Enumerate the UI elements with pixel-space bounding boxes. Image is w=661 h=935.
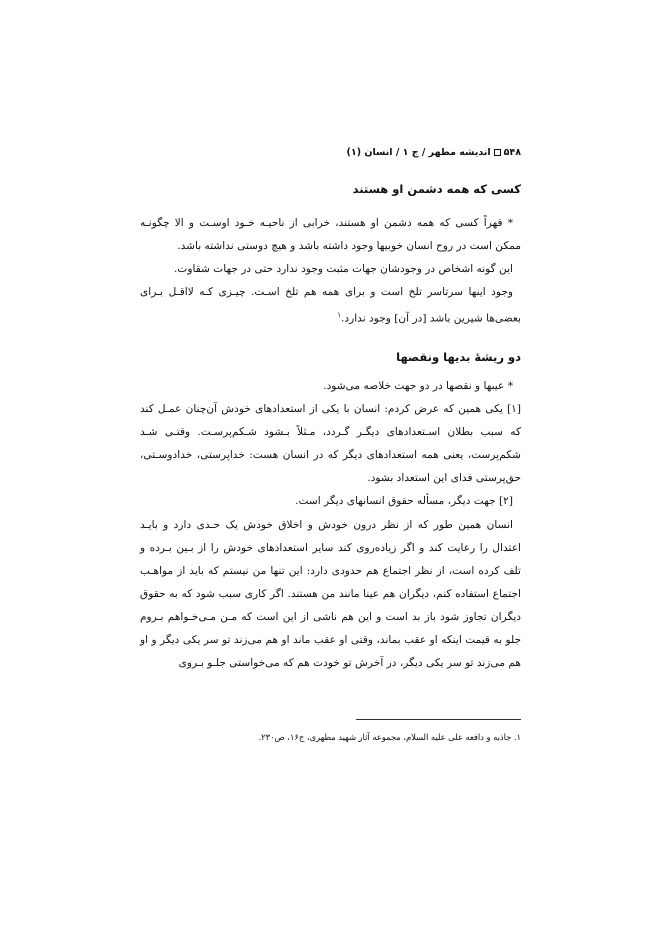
section-1-body [140,212,521,331]
footnote: ۱. جاذبه و دافعه علی علیه السلام، مجموعه آثار شهید مطهری، ج۱۶، ص۲۳۰. [258,732,521,742]
paragraph: انسان همین طور که از نظر درون خودش و اخلاق خودش یک حـدی دارد و بایـد اعتدال را رعایت کند و اگر زیاده‌روی کند سایر استعدادهای خودش را از بـین بـرده و تلف کرده است، از نظر اجتماع هم حدودی دارد: این تنها من نیستم که باید از مواهـب اجتماع استفاده کنم، دیگران هم عینا مانند من هستند. اگر کاری سبب شود که به حقوق دیگران تجاوز شود باز بد است و این هم ناشی از این است که مـن مـی‌خـواهم بـروم جلو به قیمت اینکه او عقب بماند، وقتی او عقب ماند او هم می‌زند تو سر یکی دیگر و او هم می‌زند تو سر یکی دیگر، در آخرش تو خودت هم که می‌خواستی جلـو بـروی [140,518,522,670]
footnote-marker: ۱ [337,311,342,320]
paragraph [140,281,521,331]
section-heading-1: کسی که همه دشمن او هستند [352,182,521,196]
paragraph: * عیبها و نقصها در دو جهت خلاصه می‌شود. [323,380,513,392]
paragraph: * قهراً کسی که همه دشمن او هستند، خرابی از ناحیـه خـود اوسـت و الا چگونـه ممکن است در روح انسان خوبیها وجود داشته باشد و هیچ دوستی نداشته باشد. [140,217,521,253]
running-header [347,147,521,158]
section-heading-2: دو ریشهٔ بدیها ونقصها [396,350,521,364]
paragraph: این گونه اشخاص در وجودشان جهات مثبت وجود ندارد حتی در جهات شقاوت. [174,263,513,276]
section-2-body [140,375,521,675]
paragraph: [۱] یکی همین که عرض کردم: انسان با یکی از استعدادهای خودش آن‌چنان عمـل کند که سبب بطلان اسـتعدادهای دیگـر گـردد، مـثلاً بـشود شـکم‌پرسـت. وقتـی شـد شکم‌پرست، یعنی همه استعدادهای دیگر که در انسان هست: خداپرستی، خدادوسـتی، حق‌پرستی فدای این استعداد بشود. [140,403,521,485]
square-bullet-icon [494,149,501,156]
page-number: ۵۴۸ [503,147,521,158]
footnote-divider [356,719,521,720]
book-page [140,0,521,935]
paragraph: [۲] جهت دیگر، مسأله حقوق انسانهای دیگر است. [295,495,513,508]
running-title: اندیشه مطهر / ج ۱ / انسان (۱) [346,147,491,158]
paragraph-text: وجود اینها سرتاسر تلخ است و برای همه هم تلخ اسـت. چیـزی کـه لااقـل بـرای بعضی‌ها شیرین باشد [در آن] وجود ندارد. [140,286,521,325]
